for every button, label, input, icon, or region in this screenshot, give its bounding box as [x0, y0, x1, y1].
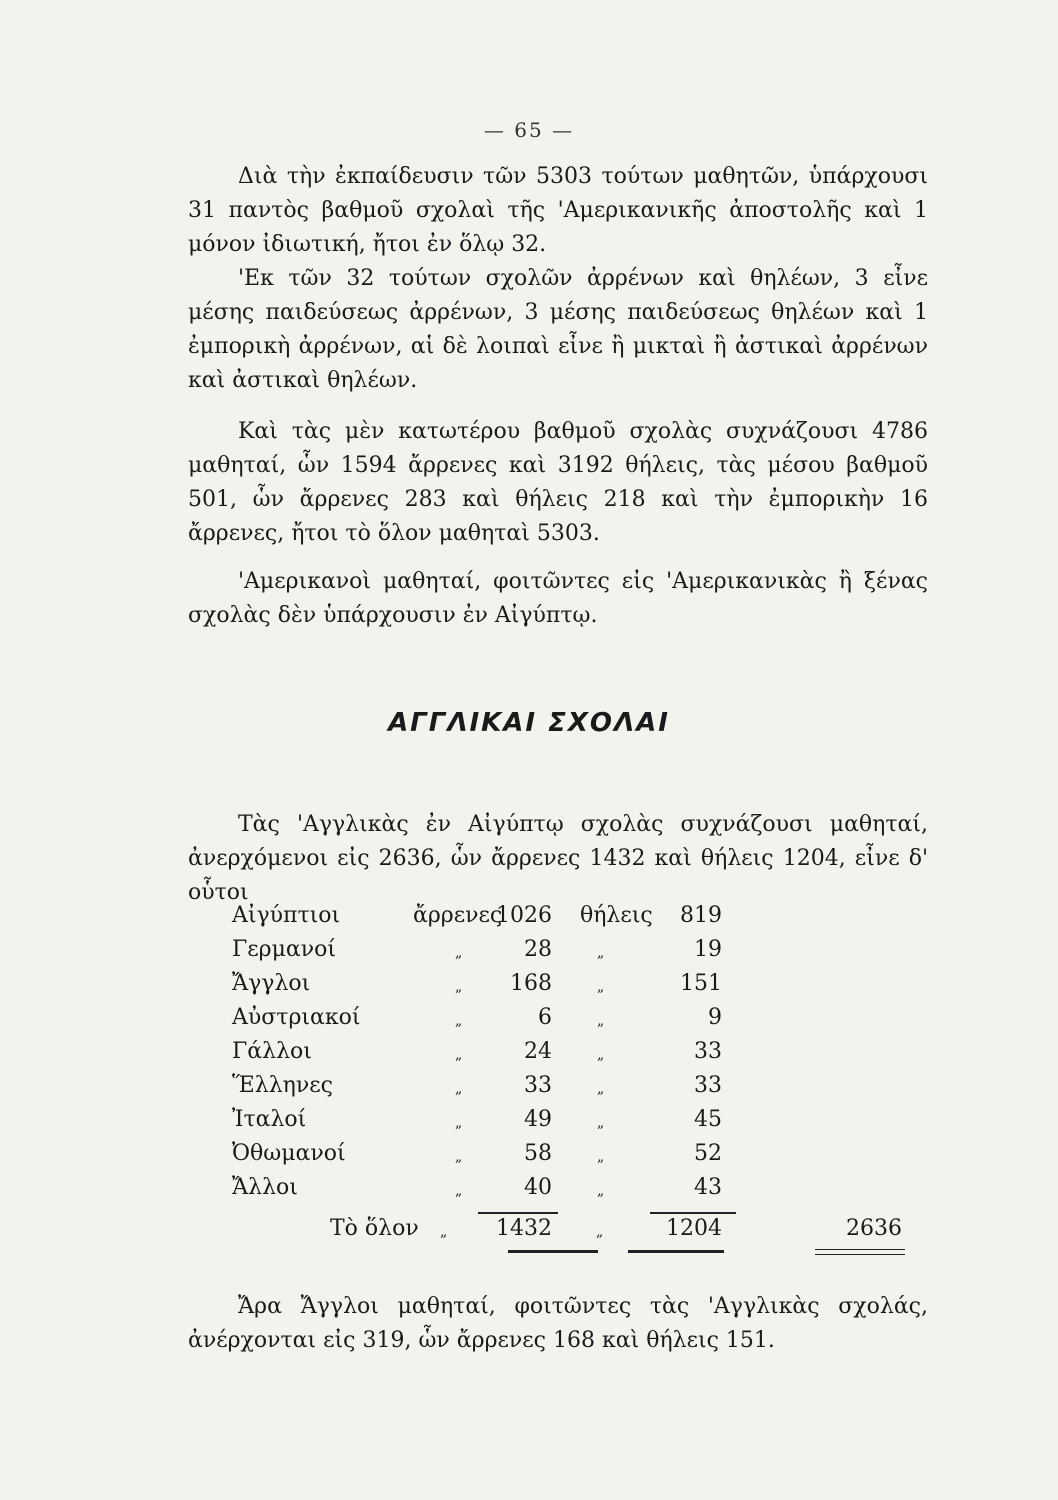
paragraph-3-text: Καὶ τὰς μὲν κατωτέρου βαθμοῦ σχολὰς συχνάζουσι 4786 μαθηταί, ὧν 1594 ἄρρενες καὶ 3192 θήλεις, τὰς μέσου βαθμοῦ 501, ὧν ἄρρενες 283 καὶ θήλεις 218 καὶ τὴν ἐμπορικὴν 16 ἄρρενες, ἤτοι τὸ ὅλον μαθηταὶ 5303.: [188, 419, 928, 546]
section-heading: ΑΓΓΛΙΚΑΙ ΣΧΟΛΑΙ: [388, 708, 670, 738]
female-count: 33: [694, 1073, 722, 1098]
total-label: Τὸ ὅλον: [330, 1216, 419, 1241]
ditto-mark: „: [597, 1013, 605, 1029]
paragraph-6: [188, 1290, 928, 1358]
total-rule-male: [478, 1212, 558, 1214]
female-count: 45: [694, 1107, 722, 1132]
row-nationality: Ὀθωμανοί: [232, 1141, 346, 1166]
paragraph-6-text: Ἄρα Ἄγγλοι μαθηταί, φοιτῶντες τὰς 'Αγγλικὰς σχολάς, ἀνέρχονται εἰς 319, ὧν ἄρρενες 168 καὶ θήλεις 151.: [188, 1294, 928, 1353]
male-label: ἄρρενες: [413, 903, 503, 928]
row-nationality: Ἰταλοί: [232, 1107, 307, 1132]
female-count: 33: [694, 1039, 722, 1064]
page-number: — 65 —: [483, 118, 575, 142]
ditto-mark: „: [455, 1013, 463, 1029]
table-row: [0, 1005, 1058, 1039]
row-nationality: Γάλλοι: [232, 1039, 312, 1064]
female-count: 43: [694, 1175, 722, 1200]
total-male: 1432: [496, 1216, 552, 1241]
table-row: [0, 1107, 1058, 1141]
table-row: [0, 1175, 1058, 1209]
male-count: 28: [524, 937, 552, 962]
double-rule-top: [815, 1249, 905, 1250]
grand-total: 2636: [846, 1216, 902, 1241]
total-female: 1204: [666, 1216, 722, 1241]
ditto-mark: „: [455, 1115, 463, 1131]
row-nationality: Αὐστριακοί: [232, 1005, 361, 1030]
ditto-mark: „: [440, 1224, 448, 1240]
ditto-mark: „: [455, 945, 463, 961]
female-count: 9: [708, 1005, 722, 1030]
ditto-mark: „: [455, 1183, 463, 1199]
male-count: 168: [510, 971, 552, 996]
row-nationality: Γερμανοί: [232, 937, 336, 962]
male-count: 33: [524, 1073, 552, 1098]
table-row: [0, 1073, 1058, 1107]
row-nationality: Αἰγύπτιοι: [232, 903, 341, 928]
ditto-mark: „: [597, 1183, 605, 1199]
double-rule-bottom: [815, 1254, 905, 1255]
paragraph-2-text: 'Εκ τῶν 32 τούτων σχολῶν ἀρρένων καὶ θηλέων, 3 εἶνε μέσης παιδεύσεως ἀρρένων, 3 μέσης παιδεύσεως θηλέων καὶ 1 ἐμπορικὴ ἀρρένων, αἱ δὲ λοιπαὶ εἶνε ἢ μικταὶ ἢ ἀστικαὶ ἀρρένων καὶ ἀστικαὶ θηλέων.: [188, 266, 928, 393]
paragraph-4-text: 'Αμερικανοὶ μαθηταί, φοιτῶντες εἰς 'Αμερικανικὰς ἢ ξένας σχολὰς δὲν ὑπάρχουσιν ἐν Αἰγύπτῳ.: [188, 569, 928, 628]
row-nationality: Ἄγγλοι: [232, 971, 311, 996]
ditto-mark: „: [455, 1149, 463, 1165]
ditto-mark: „: [597, 979, 605, 995]
table-row: [0, 1141, 1058, 1175]
female-count: 151: [680, 971, 722, 996]
ditto-mark: „: [455, 1047, 463, 1063]
female-count: 819: [680, 903, 722, 928]
female-count: 19: [694, 937, 722, 962]
table-row: [0, 937, 1058, 971]
ditto-mark: „: [596, 1224, 604, 1240]
paragraph-5: [188, 808, 928, 910]
ditto-mark: „: [597, 1149, 605, 1165]
male-count: 24: [524, 1039, 552, 1064]
underline-male: [508, 1250, 598, 1253]
total-row: [0, 1216, 1058, 1250]
row-nationality: Ἄλλοι: [232, 1175, 298, 1200]
male-count: 6: [538, 1005, 552, 1030]
male-count: 40: [524, 1175, 552, 1200]
female-count: 52: [694, 1141, 722, 1166]
total-rule-female: [650, 1212, 736, 1214]
paragraph-4: [188, 565, 928, 633]
ditto-mark: „: [455, 979, 463, 995]
male-count: 49: [524, 1107, 552, 1132]
table-row: [0, 971, 1058, 1005]
ditto-mark: „: [597, 1081, 605, 1097]
male-count: 58: [524, 1141, 552, 1166]
underline-female: [628, 1250, 724, 1253]
paragraph-2: [188, 262, 928, 398]
row-nationality: Ἕλληνες: [232, 1073, 333, 1098]
female-label: θήλεις: [580, 903, 653, 928]
ditto-mark: „: [597, 1115, 605, 1131]
ditto-mark: „: [597, 1047, 605, 1063]
ditto-mark: „: [455, 1081, 463, 1097]
paragraph-1: [188, 160, 928, 262]
male-count: 1026: [496, 903, 552, 928]
table-row: [0, 1039, 1058, 1073]
paragraph-3: [188, 415, 928, 551]
paragraph-5-text: Τὰς 'Αγγλικὰς ἐν Αἰγύπτῳ σχολὰς συχνάζουσι μαθηταί, ἀνερχόμενοι εἰς 2636, ὧν ἄρρενες 1432 καὶ θήλεις 1204, εἶνε δ' οὗτοι: [188, 812, 928, 905]
paragraph-1-text: Διὰ τὴν ἐκπαίδευσιν τῶν 5303 τούτων μαθητῶν, ὑπάρχουσι 31 παντὸς βαθμοῦ σχολαὶ τῆς 'Αμερικανικῆς ἀποστολῆς καὶ 1 μόνον ἰδιωτική, ἤτοι ἐν ὅλῳ 32.: [188, 164, 928, 257]
ditto-mark: „: [597, 945, 605, 961]
